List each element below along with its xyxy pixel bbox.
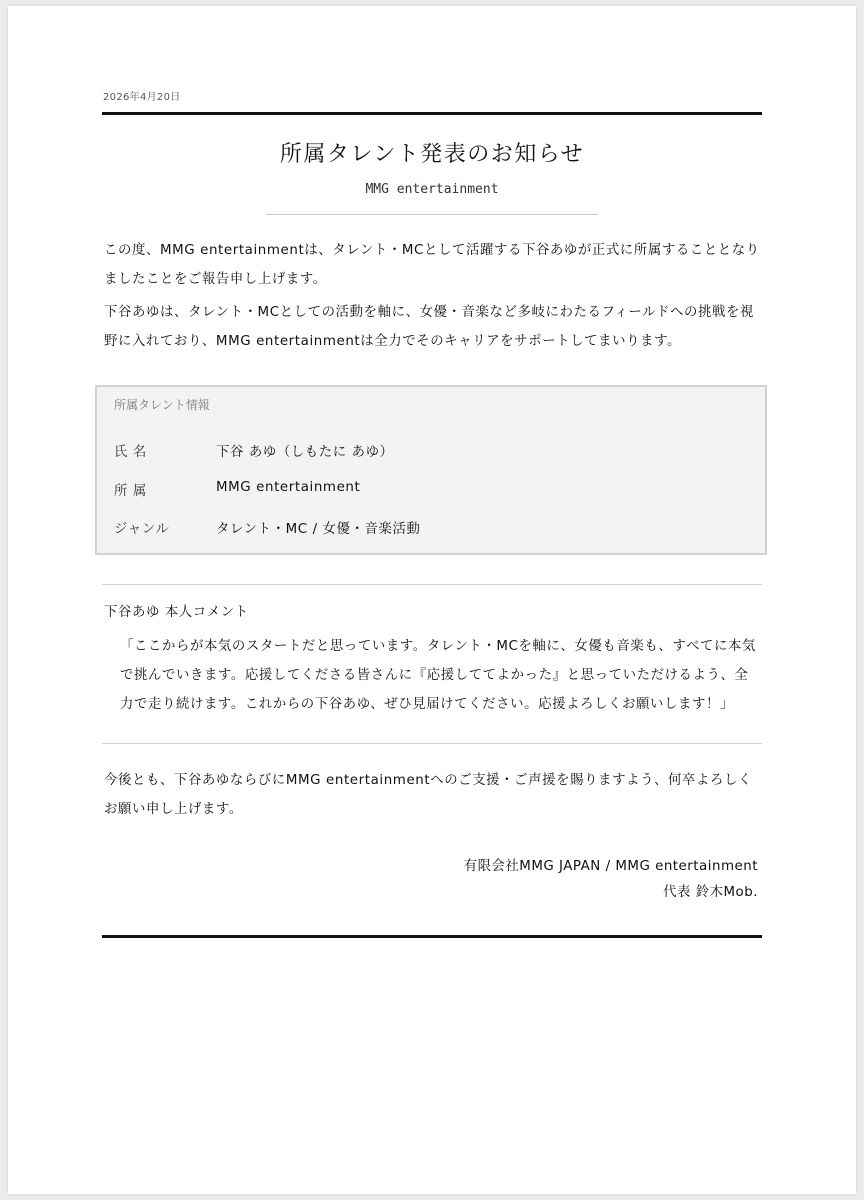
signature-company: 有限会社MMG JAPAN / MMG entertainment	[463, 859, 758, 874]
closing-paragraph: 今後とも、下谷あゆならびにMMG entertainmentへのご支援・ご声援を賜りますよう、何卒よろしくお願い申し上げます。	[104, 773, 753, 817]
info-label: 氏 名	[114, 445, 147, 460]
info-label: ジャンル	[114, 522, 170, 537]
info-value: 下谷 あゆ（しもたに あゆ）	[216, 445, 394, 460]
info-value: タレント・MC / 女優・音楽活動	[216, 522, 421, 537]
signature-block	[464, 854, 758, 906]
info-label: 所 属	[114, 484, 147, 499]
comment-bottom-divider	[102, 743, 762, 744]
info-value: MMG entertainment	[216, 480, 361, 495]
signature-representative: 代表 鈴木Mob.	[663, 885, 758, 900]
top-divider	[102, 112, 762, 115]
bottom-divider	[102, 935, 762, 938]
document-subtitle: MMG entertainment	[365, 182, 499, 197]
talent-info-box	[95, 385, 767, 555]
document-title: 所属タレント発表のお知らせ	[279, 142, 585, 167]
comment-heading: 下谷あゆ 本人コメント	[104, 605, 249, 620]
description-paragraph: 下谷あゆは、タレント・MCとしての活動を軸に、女優・音楽など多岐にわたるフィールドへの挑戦を視野に入れており、MMG entertainmentは全力でそのキャリアをサポートしてまいります。	[104, 305, 755, 349]
info-box-title: 所属タレント情報	[114, 398, 210, 412]
comment-top-divider	[102, 584, 762, 585]
document-date: 2026年4月20日	[103, 92, 181, 103]
document-page	[8, 6, 856, 1194]
title-divider	[266, 214, 598, 215]
intro-paragraph: この度、MMG entertainmentは、タレント・MCとして活躍する下谷あゆが正式に所属することとなりましたことをご報告申し上げます。	[104, 243, 760, 287]
comment-text: 「ここからが本気のスタートだと思っています。タレント・MCを軸に、女優も音楽も、すべてに本気で挑んでいきます。応援してくださる皆さんに『応援しててよかった』と思っていただけるよう、全力で走り続けます。これからの下谷あゆ、ぜひ見届けてください。応援よろしくお願いします！」	[120, 639, 757, 712]
